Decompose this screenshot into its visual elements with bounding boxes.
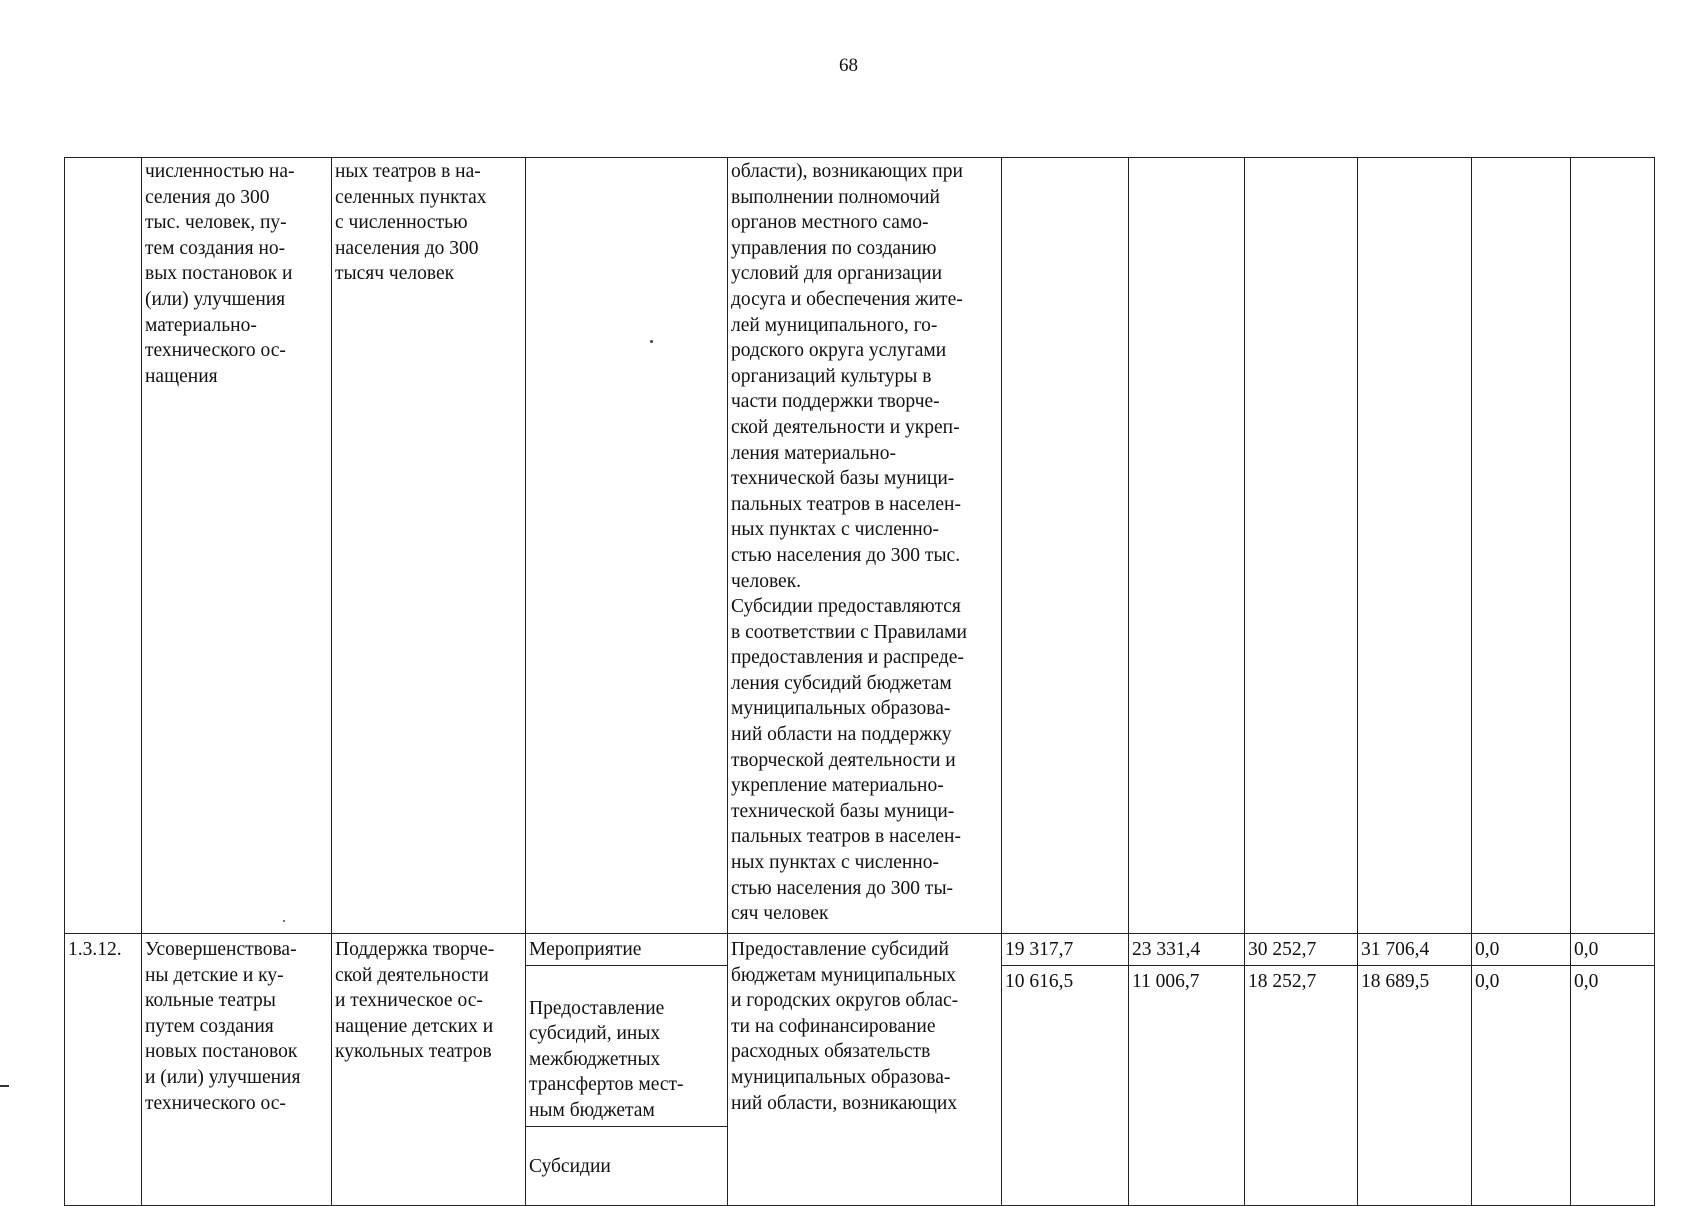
cell-value-year-4: 31 706,4	[1358, 934, 1472, 966]
cell-value-year-2: 23 331,4	[1129, 934, 1245, 966]
program-activities-table	[64, 157, 1655, 1206]
cell-value-year-3: 30 252,7	[1245, 934, 1358, 966]
cell-value-year-2: 11 006,7	[1129, 966, 1245, 1206]
cell-value-year-6: 0,0	[1571, 966, 1655, 1206]
cell-value-year-1: 10 616,5	[1002, 966, 1129, 1206]
activity-type-subsidies: Субсидии	[529, 1156, 611, 1178]
scan-margin-mark	[0, 1085, 9, 1087]
cell-number	[65, 158, 142, 934]
cell-activity-type	[526, 158, 728, 934]
cell-number: 1.3.12.	[65, 934, 142, 1206]
cell-value-year-6	[1571, 158, 1655, 934]
cell-activity-name: Усовершенствова- ны детские и ку- кольные театры путем создания новых постановок и (или) улучшения технического ос-	[142, 934, 332, 1206]
cell-value-year-4	[1358, 158, 1472, 934]
cell-value-year-4: 18 689,5	[1358, 966, 1472, 1206]
cell-activity-type: Мероприятие	[526, 934, 728, 966]
cell-activity-name: численностью на- селения до 300 тыс. человек, пу- тем создания но- вых постановок и (или) улучшения материально- технического ос- нащения	[142, 158, 332, 934]
cell-value-year-5: 0,0	[1472, 966, 1571, 1206]
cell-value-year-5: 0,0	[1472, 934, 1571, 966]
activity-type-subsidy-provision: Предоставление субсидий, иных межбюджетных трансфертов мест- ным бюджетам	[526, 996, 727, 1127]
cell-value-year-1: 19 317,7	[1002, 934, 1129, 966]
table-row-1-3-12-measure	[65, 934, 1655, 966]
cell-activity-goal: ных театров в на- селенных пунктах с численностью населения до 300 тысяч человек	[332, 158, 526, 934]
cell-value-year-1	[1002, 158, 1129, 934]
page-number: 68	[839, 55, 858, 76]
cell-value-year-2	[1129, 158, 1245, 934]
cell-activity-goal: Поддержка творче- ской деятельности и техническое ос- нащение детских и кукольных театров	[332, 934, 526, 1206]
cell-activity-description: Предоставление субсидий бюджетам муниципальных и городских округов облас- ти на софинансирование расходных обязательств муниципальных образова- ний области, возникающих	[728, 934, 1002, 1206]
cell-value-year-3	[1245, 158, 1358, 934]
cell-value-year-5	[1472, 158, 1571, 934]
cell-value-year-3: 18 252,7	[1245, 966, 1358, 1206]
cell-activity-type	[526, 966, 728, 1206]
table-row-continuation	[65, 158, 1655, 934]
cell-activity-description: области), возникающих при выполнении полномочий органов местного само- управления по созданию условий для организации досуга и обеспечения жите- лей муниципального, го- родского округа услугами организаций культуры в части поддержки творче- ской деятельности и укреп- ления материально- технической базы муници- пальных театров в населен- ных пунктах с численно- стью населения до 300 тыс. человек. Субсидии предоставляются в соответствии с Правилами предоставления и распреде- ления субсидий бюджетам муниципальных образова- ний области на поддержку творческой деятельности и укрепление материально- технической базы муници- пальных театров в населен- ных пунктах с численно- стью населения до 300 ты- сяч человек	[728, 158, 1002, 934]
cell-value-year-6: 0,0	[1571, 934, 1655, 966]
